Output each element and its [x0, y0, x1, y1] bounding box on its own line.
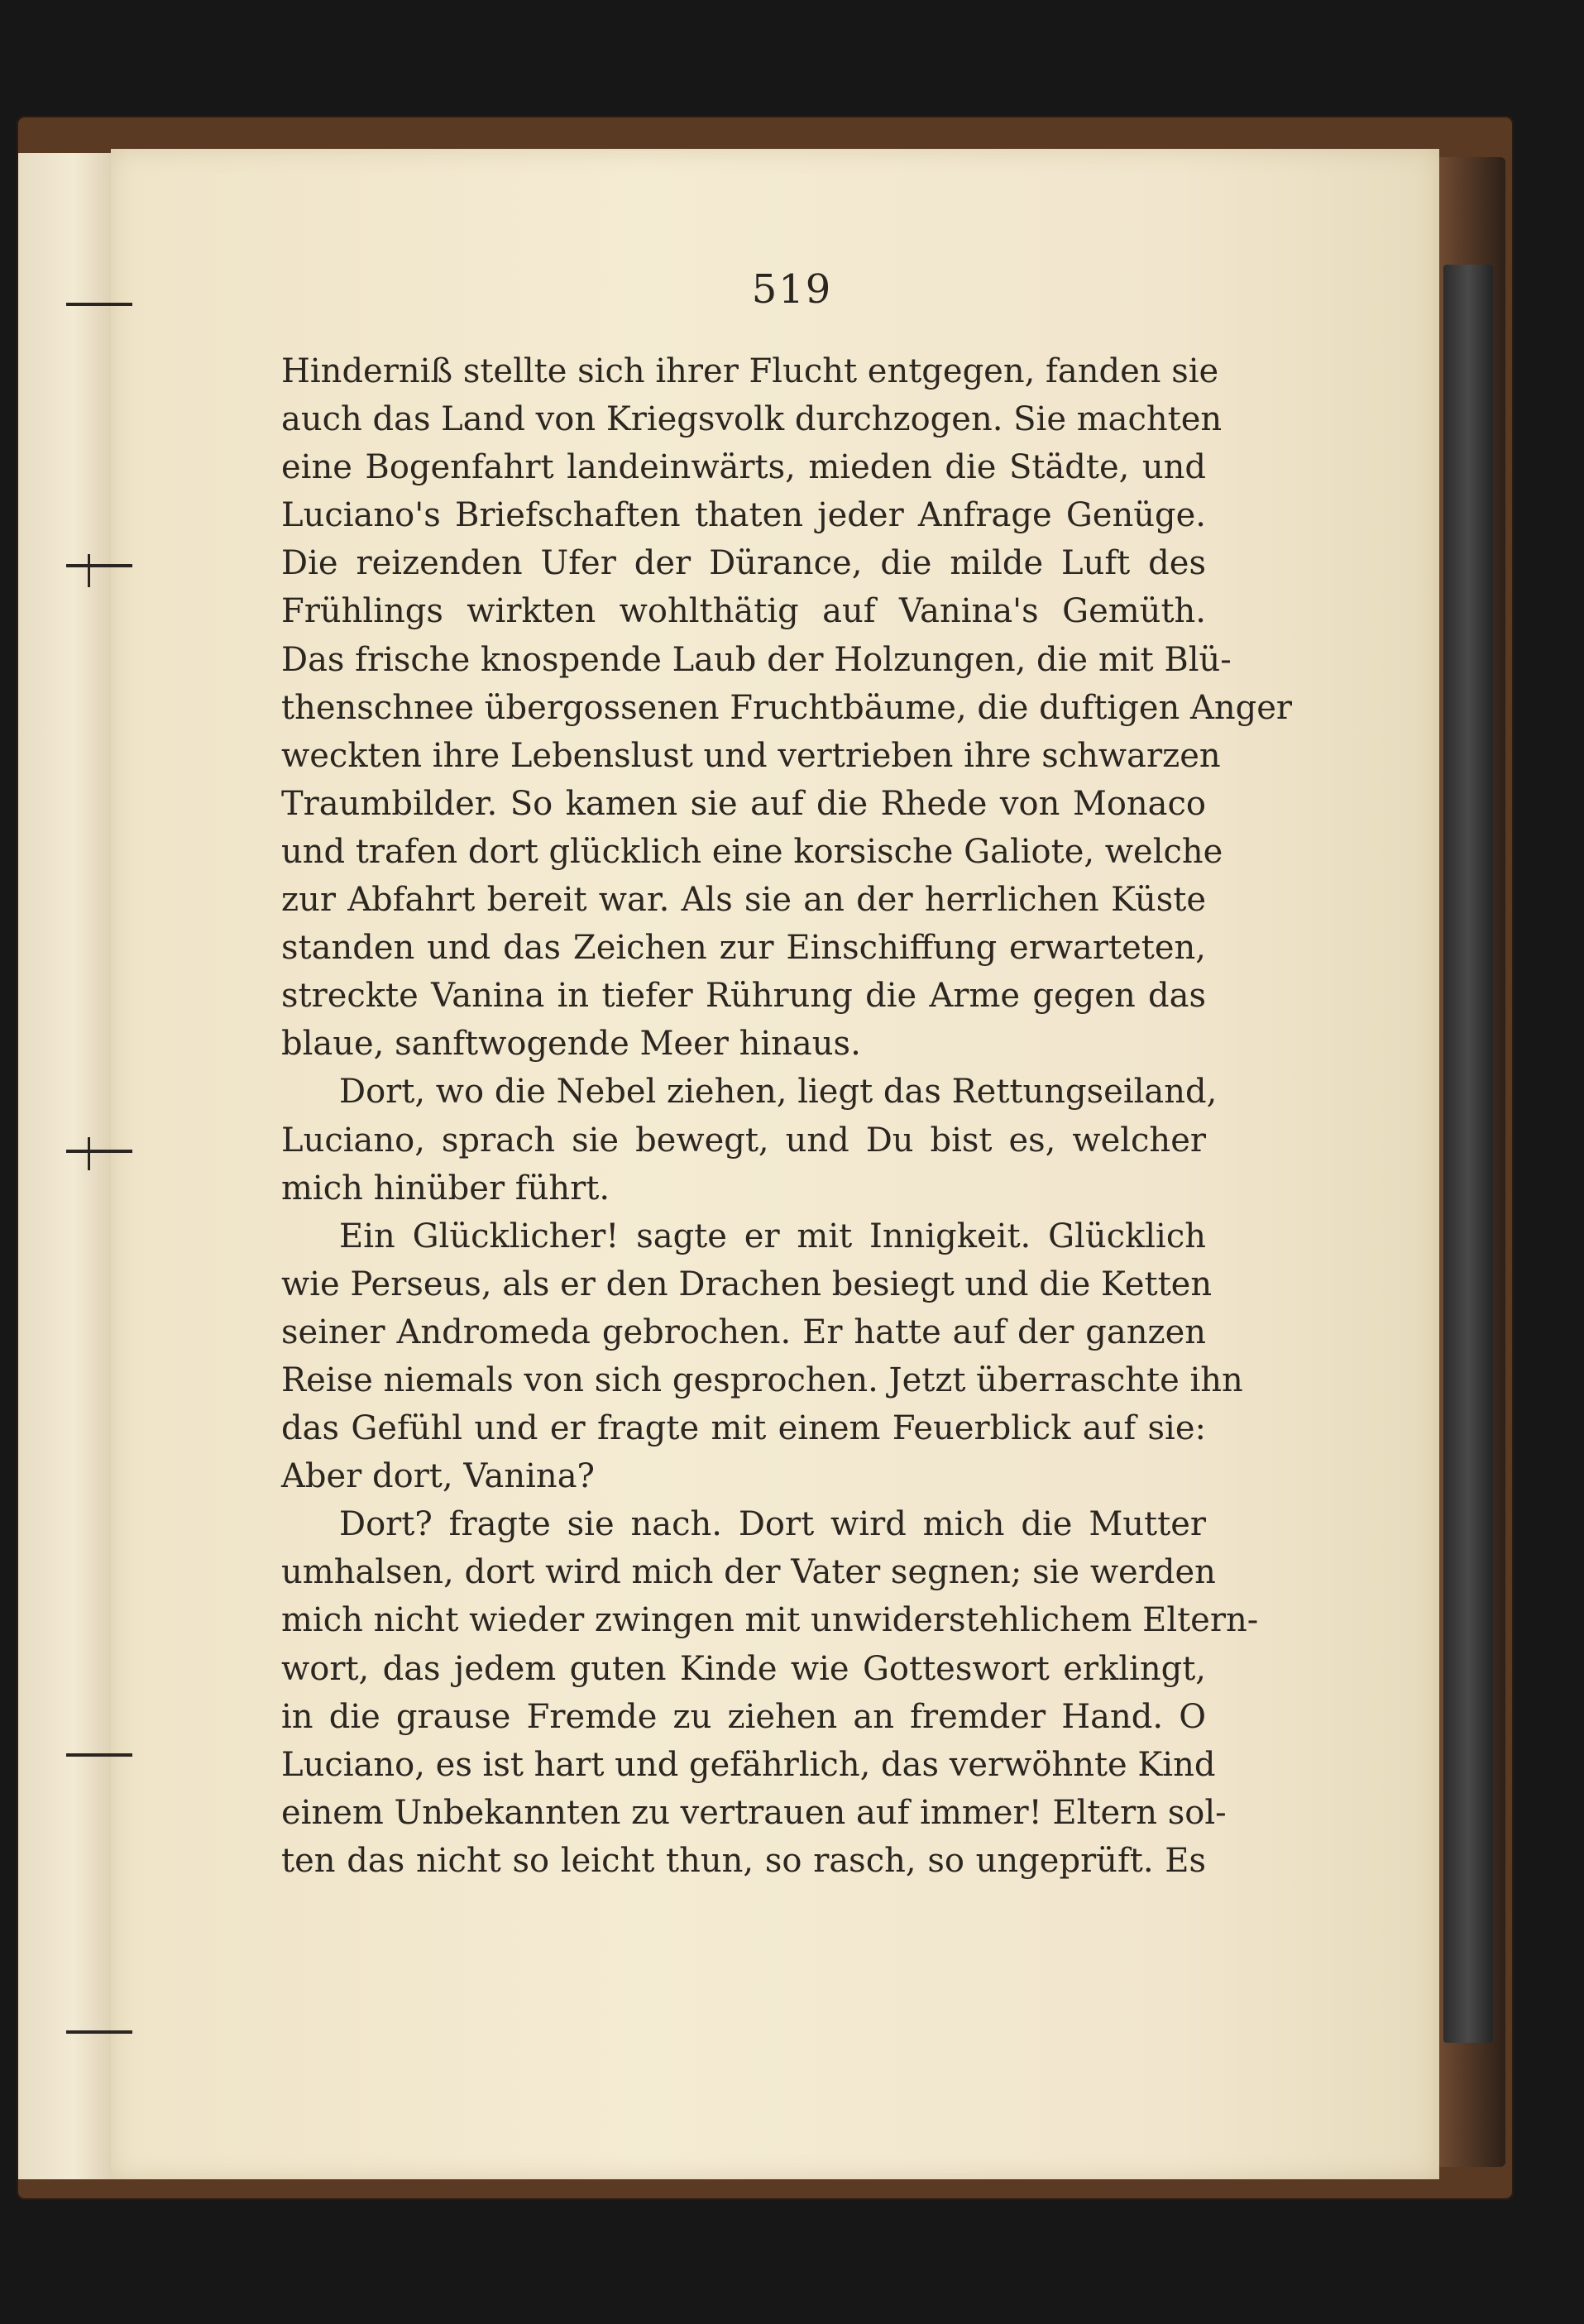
- text-line: Luciano's Briefschaften thaten jeder Anfrage Genüge.: [281, 496, 1206, 535]
- text-line: mich nicht wieder zwingen mit unwiderstehlichem Eltern-: [281, 1601, 1259, 1640]
- binding-thread: [88, 1137, 90, 1170]
- binding-stitch: [66, 564, 132, 567]
- text-line: standen und das Zeichen zur Einschiffung erwarteten,: [281, 929, 1206, 968]
- text-line: eine Bogenfahrt landeinwärts, mieden die Städte, und: [281, 448, 1206, 487]
- binding-stitch: [66, 2030, 132, 2034]
- text-line: und trafen dort glücklich eine korsische Galiote, welche: [281, 832, 1223, 871]
- text-line: streckte Vanina in tiefer Rührung die Arme gegen das: [281, 977, 1206, 1016]
- text-line: Luciano, sprach sie bewegt, und Du bist es, welcher: [281, 1121, 1206, 1160]
- text-line: Luciano, es ist hart und gefährlich, das verwöhnte Kind: [281, 1745, 1216, 1784]
- text-line: Das frische knospende Laub der Holzungen, die mit Blü-: [281, 640, 1232, 679]
- binding-stitch: [66, 1753, 132, 1757]
- text-line: ten das nicht so leicht thun, so rasch, so ungeprüft. Es: [281, 1841, 1206, 1880]
- text-line: wort, das jedem guten Kinde wie Gotteswort erklingt,: [281, 1649, 1206, 1688]
- text-line: einem Unbekannten zu vertrauen auf immer! Eltern sol-: [281, 1793, 1227, 1832]
- text-line: Die reizenden Ufer der Dürance, die milde Luft des: [281, 544, 1206, 583]
- text-line: in die grause Fremde zu ziehen an fremder Hand. O: [281, 1697, 1206, 1736]
- text-line: thenschnee übergossenen Fruchtbäume, die duftigen Anger: [281, 688, 1293, 727]
- text-line: Dort? fragte sie nach. Dort wird mich die Mutter: [339, 1505, 1206, 1544]
- text-line: Frühlings wirkten wohlthätig auf Vanina's Gemüth.: [281, 592, 1206, 631]
- binding-thread: [88, 554, 90, 587]
- text-line: wie Perseus, als er den Drachen besiegt und die Ketten: [281, 1265, 1213, 1303]
- left-page-edge: [18, 153, 112, 2179]
- text-line: Aber dort, Vanina?: [281, 1457, 595, 1496]
- text-line: Reise niemals von sich gesprochen. Jetzt überraschte ihn: [281, 1360, 1243, 1399]
- text-line: weckten ihre Lebenslust und vertrieben ihre schwarzen: [281, 736, 1221, 775]
- text-line: zur Abfahrt bereit war. Als sie an der herrlichen Küste: [281, 881, 1206, 920]
- text-line: mich hinüber führt.: [281, 1169, 610, 1207]
- text-line: Ein Glücklicher! sagte er mit Innigkeit. Glücklich: [339, 1217, 1206, 1255]
- cover-spine-edge: [1443, 265, 1493, 2043]
- text-line: seiner Andromeda gebrochen. Er hatte auf der ganzen: [281, 1313, 1206, 1351]
- page-number: 519: [751, 266, 833, 313]
- text-line: Hinderniß stellte sich ihrer Flucht entgegen, fanden sie: [281, 352, 1219, 390]
- text-line: Traumbilder. So kamen sie auf die Rhede von Monaco: [281, 784, 1206, 823]
- body-text: [281, 347, 1293, 1885]
- text-line: blaue, sanftwogende Meer hinaus.: [281, 1025, 861, 1064]
- text-line: das Gefühl und er fragte mit einem Feuerblick auf sie:: [281, 1409, 1206, 1448]
- binding-stitch: [66, 1150, 132, 1153]
- text-line: auch das Land von Kriegsvolk durchzogen. Sie machten: [281, 400, 1223, 439]
- text-line: Dort, wo die Nebel ziehen, liegt das Rettungseiland,: [339, 1073, 1218, 1112]
- text-line: umhalsen, dort wird mich der Vater segnen; sie werden: [281, 1553, 1216, 1592]
